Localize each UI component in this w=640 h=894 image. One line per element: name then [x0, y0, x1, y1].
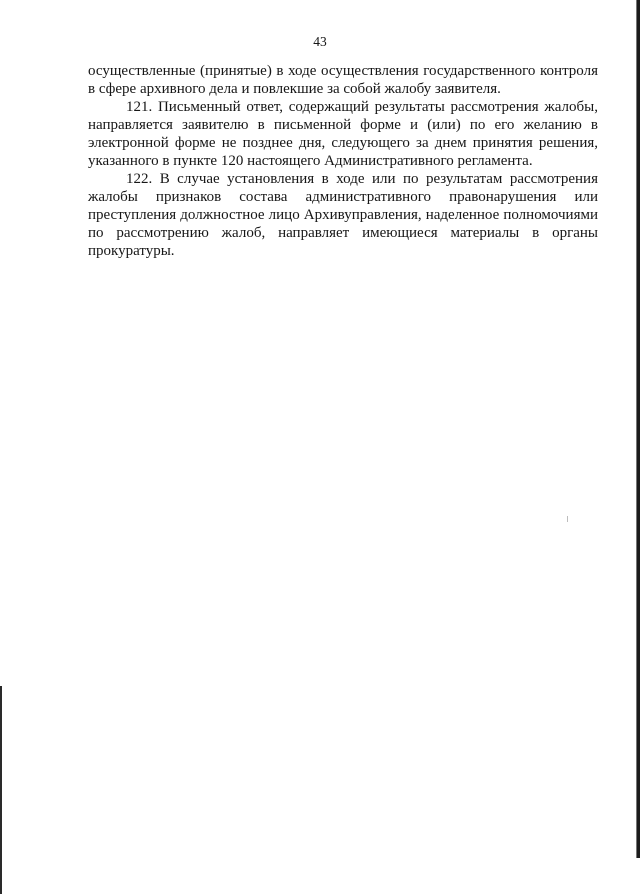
text-line: жалобы признаков состава административного правонарушения или	[88, 189, 598, 205]
paragraph-continuation	[88, 62, 598, 98]
text-line: осуществленные (принятые) в ходе осуществления государственного контроля	[88, 63, 598, 79]
text-line: указанного в пункте 120 настоящего Административного регламента.	[88, 153, 533, 169]
text-line: 121. Письменный ответ, содержащий результаты рассмотрения жалобы,	[126, 99, 598, 115]
text-line: 122. В случае установления в ходе или по результатам рассмотрения	[126, 171, 598, 187]
scan-speck	[567, 516, 568, 522]
page-number: 43	[313, 34, 327, 49]
scan-edge-left	[0, 686, 2, 894]
text-line: по рассмотрению жалоб, направляет имеющиеся материалы в органы	[88, 225, 598, 241]
text-line: прокуратуры.	[88, 243, 175, 259]
text-line: направляется заявителю в письменной форме и (или) по его желанию в	[88, 117, 598, 133]
document-body	[88, 62, 598, 260]
text-line: электронной форме не позднее дня, следующего за днем принятия решения,	[88, 135, 598, 151]
paragraph-121	[88, 98, 598, 170]
text-line: преступления должностное лицо Архивуправления, наделенное полномочиями	[88, 207, 598, 223]
text-line: в сфере архивного дела и повлекшие за собой жалобу заявителя.	[88, 81, 501, 97]
paragraph-122	[88, 170, 598, 260]
